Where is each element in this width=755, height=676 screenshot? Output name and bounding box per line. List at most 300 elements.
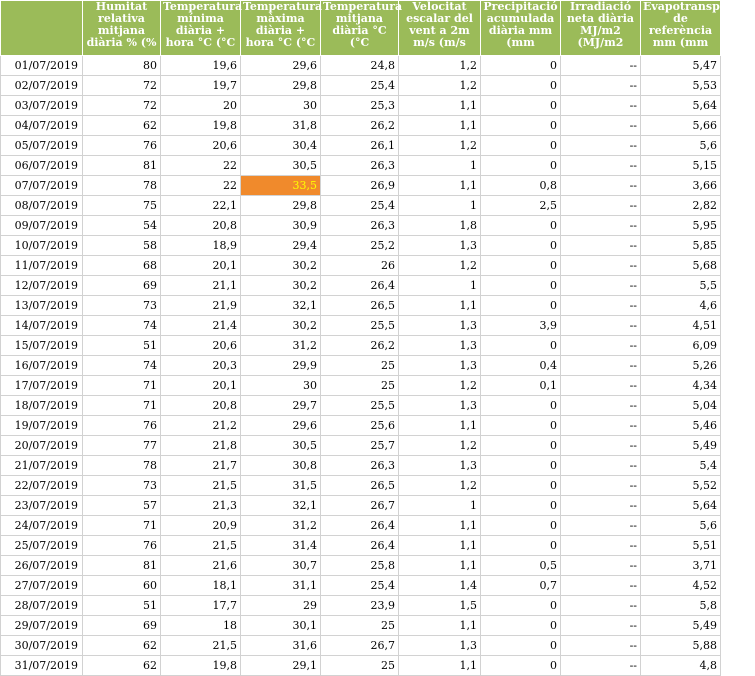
cell-evapotranspiration: 5,6: [641, 136, 721, 156]
cell-temp-max: 29,6: [241, 56, 321, 76]
cell-evapotranspiration: 5,04: [641, 396, 721, 416]
cell-irradiation: --: [561, 496, 641, 516]
cell-precipitation: 0,8: [481, 176, 561, 196]
table-row: [1, 276, 721, 296]
table-row: [1, 556, 721, 576]
header-wind-speed: Velocitat escalar del vent a 2m m/s (m/s: [399, 1, 481, 56]
cell-evapotranspiration: 4,6: [641, 296, 721, 316]
cell-date: 05/07/2019: [1, 136, 83, 156]
cell-temp-mean: 23,9: [321, 596, 399, 616]
cell-date: 12/07/2019: [1, 276, 83, 296]
cell-temp-max: 29,6: [241, 416, 321, 436]
cell-temp-min: 18: [161, 616, 241, 636]
table-row: [1, 436, 721, 456]
cell-temp-min: 22: [161, 176, 241, 196]
cell-humidity: 68: [83, 256, 161, 276]
table-row: [1, 496, 721, 516]
cell-irradiation: --: [561, 476, 641, 496]
table-row: [1, 656, 721, 676]
cell-humidity: 51: [83, 596, 161, 616]
table-row: [1, 156, 721, 176]
cell-humidity: 74: [83, 356, 161, 376]
cell-evapotranspiration: 5,5: [641, 276, 721, 296]
cell-temp-min: 20,1: [161, 376, 241, 396]
cell-temp-max: 30,7: [241, 556, 321, 576]
cell-date: 21/07/2019: [1, 456, 83, 476]
cell-temp-min: 18,9: [161, 236, 241, 256]
table-row: [1, 536, 721, 556]
cell-temp-max: 30,2: [241, 256, 321, 276]
cell-temp-max: 32,1: [241, 496, 321, 516]
cell-evapotranspiration: 3,66: [641, 176, 721, 196]
header-evapotranspiration: Evapotranspiració de referència mm (mm: [641, 1, 721, 56]
cell-temp-min: 20,8: [161, 216, 241, 236]
table-row: [1, 176, 721, 196]
cell-irradiation: --: [561, 636, 641, 656]
table-row: [1, 116, 721, 136]
cell-temp-max: 31,4: [241, 536, 321, 556]
table-row: [1, 356, 721, 376]
cell-evapotranspiration: 5,53: [641, 76, 721, 96]
cell-humidity: 78: [83, 176, 161, 196]
cell-evapotranspiration: 5,52: [641, 476, 721, 496]
cell-date: 27/07/2019: [1, 576, 83, 596]
cell-temp-mean: 25,8: [321, 556, 399, 576]
cell-date: 17/07/2019: [1, 376, 83, 396]
cell-temp-min: 21,6: [161, 556, 241, 576]
cell-temp-mean: 26,4: [321, 516, 399, 536]
cell-evapotranspiration: 5,66: [641, 116, 721, 136]
cell-irradiation: --: [561, 456, 641, 476]
cell-date: 18/07/2019: [1, 396, 83, 416]
cell-wind-speed: 1: [399, 156, 481, 176]
cell-precipitation: 0: [481, 256, 561, 276]
cell-humidity: 76: [83, 136, 161, 156]
table-row: [1, 296, 721, 316]
cell-wind-speed: 1,1: [399, 656, 481, 676]
cell-irradiation: --: [561, 516, 641, 536]
cell-evapotranspiration: 4,52: [641, 576, 721, 596]
cell-irradiation: --: [561, 176, 641, 196]
cell-humidity: 51: [83, 336, 161, 356]
cell-irradiation: --: [561, 296, 641, 316]
cell-wind-speed: 1,1: [399, 416, 481, 436]
cell-wind-speed: 1,5: [399, 596, 481, 616]
cell-temp-mean: 25,3: [321, 96, 399, 116]
cell-temp-mean: 26,4: [321, 276, 399, 296]
cell-humidity: 77: [83, 436, 161, 456]
cell-humidity: 72: [83, 96, 161, 116]
cell-date: 14/07/2019: [1, 316, 83, 336]
cell-temp-mean: 25,4: [321, 196, 399, 216]
cell-date: 24/07/2019: [1, 516, 83, 536]
cell-evapotranspiration: 5,47: [641, 56, 721, 76]
cell-wind-speed: 1,3: [399, 336, 481, 356]
cell-evapotranspiration: 4,8: [641, 656, 721, 676]
cell-irradiation: --: [561, 236, 641, 256]
cell-wind-speed: 1,3: [399, 356, 481, 376]
cell-humidity: 69: [83, 276, 161, 296]
cell-temp-min: 19,8: [161, 116, 241, 136]
cell-precipitation: 0: [481, 656, 561, 676]
cell-irradiation: --: [561, 136, 641, 156]
cell-temp-mean: 26,2: [321, 336, 399, 356]
cell-wind-speed: 1,3: [399, 456, 481, 476]
header-temp-max: Temperatura màxima diària + hora °C (°C: [241, 1, 321, 56]
cell-wind-speed: 1,2: [399, 76, 481, 96]
cell-precipitation: 0: [481, 96, 561, 116]
cell-evapotranspiration: 5,85: [641, 236, 721, 256]
cell-humidity: 78: [83, 456, 161, 476]
cell-temp-mean: 25,2: [321, 236, 399, 256]
cell-humidity: 81: [83, 556, 161, 576]
cell-precipitation: 0: [481, 536, 561, 556]
cell-date: 22/07/2019: [1, 476, 83, 496]
header-humidity: Humitat relativa mitjana diària % (%: [83, 1, 161, 56]
cell-humidity: 57: [83, 496, 161, 516]
cell-irradiation: --: [561, 616, 641, 636]
cell-temp-min: 21,9: [161, 296, 241, 316]
cell-humidity: 72: [83, 76, 161, 96]
cell-temp-max: 30,9: [241, 216, 321, 236]
cell-evapotranspiration: 5,6: [641, 516, 721, 536]
cell-evapotranspiration: 5,4: [641, 456, 721, 476]
cell-humidity: 76: [83, 416, 161, 436]
cell-wind-speed: 1,1: [399, 556, 481, 576]
cell-date: 15/07/2019: [1, 336, 83, 356]
table-row: [1, 96, 721, 116]
cell-date: 19/07/2019: [1, 416, 83, 436]
cell-date: 20/07/2019: [1, 436, 83, 456]
table-row: [1, 456, 721, 476]
cell-precipitation: 0: [481, 616, 561, 636]
cell-irradiation: --: [561, 56, 641, 76]
cell-irradiation: --: [561, 196, 641, 216]
cell-irradiation: --: [561, 76, 641, 96]
table-row: [1, 476, 721, 496]
cell-date: 31/07/2019: [1, 656, 83, 676]
cell-irradiation: --: [561, 116, 641, 136]
cell-wind-speed: 1,3: [399, 396, 481, 416]
cell-wind-speed: 1,1: [399, 176, 481, 196]
cell-wind-speed: 1,1: [399, 96, 481, 116]
cell-irradiation: --: [561, 356, 641, 376]
cell-temp-max: 31,8: [241, 116, 321, 136]
cell-temp-min: 21,5: [161, 536, 241, 556]
cell-evapotranspiration: 4,34: [641, 376, 721, 396]
cell-precipitation: 0,5: [481, 556, 561, 576]
cell-temp-max: 31,2: [241, 336, 321, 356]
cell-irradiation: --: [561, 556, 641, 576]
cell-precipitation: 0,1: [481, 376, 561, 396]
cell-humidity: 69: [83, 616, 161, 636]
table-row: [1, 56, 721, 76]
cell-date: 06/07/2019: [1, 156, 83, 176]
cell-wind-speed: 1,1: [399, 536, 481, 556]
cell-date: 11/07/2019: [1, 256, 83, 276]
cell-evapotranspiration: 5,46: [641, 416, 721, 436]
cell-irradiation: --: [561, 96, 641, 116]
cell-wind-speed: 1,8: [399, 216, 481, 236]
table-body: [1, 56, 721, 676]
cell-wind-speed: 1,1: [399, 616, 481, 636]
cell-wind-speed: 1: [399, 276, 481, 296]
cell-precipitation: 0: [481, 336, 561, 356]
cell-wind-speed: 1,1: [399, 516, 481, 536]
cell-temp-mean: 26,9: [321, 176, 399, 196]
table-row: [1, 336, 721, 356]
cell-precipitation: 0: [481, 156, 561, 176]
table-row: [1, 376, 721, 396]
cell-precipitation: 0: [481, 456, 561, 476]
cell-precipitation: 0: [481, 116, 561, 136]
header-irradiation: Irradiació neta diària MJ/m2 (MJ/m2: [561, 1, 641, 56]
cell-temp-min: 21,1: [161, 276, 241, 296]
cell-temp-mean: 26,5: [321, 296, 399, 316]
cell-date: 13/07/2019: [1, 296, 83, 316]
cell-temp-min: 20,6: [161, 136, 241, 156]
cell-wind-speed: 1: [399, 496, 481, 516]
cell-temp-mean: 25: [321, 376, 399, 396]
cell-precipitation: 0: [481, 496, 561, 516]
cell-temp-mean: 25: [321, 616, 399, 636]
cell-temp-min: 20,6: [161, 336, 241, 356]
cell-precipitation: 0: [481, 416, 561, 436]
cell-humidity: 73: [83, 476, 161, 496]
cell-irradiation: --: [561, 416, 641, 436]
cell-temp-min: 21,3: [161, 496, 241, 516]
table-row: [1, 396, 721, 416]
cell-temp-mean: 26,4: [321, 536, 399, 556]
cell-temp-min: 21,7: [161, 456, 241, 476]
cell-temp-max: 29,7: [241, 396, 321, 416]
cell-precipitation: 0: [481, 216, 561, 236]
cell-evapotranspiration: 5,68: [641, 256, 721, 276]
table-row: [1, 516, 721, 536]
cell-temp-min: 22: [161, 156, 241, 176]
cell-temp-mean: 26,3: [321, 216, 399, 236]
cell-wind-speed: 1,4: [399, 576, 481, 596]
cell-temp-min: 19,7: [161, 76, 241, 96]
cell-evapotranspiration: 5,95: [641, 216, 721, 236]
cell-temp-max: 30,2: [241, 276, 321, 296]
cell-temp-mean: 25: [321, 656, 399, 676]
cell-temp-min: 18,1: [161, 576, 241, 596]
cell-temp-mean: 25,5: [321, 396, 399, 416]
cell-precipitation: 0: [481, 596, 561, 616]
cell-temp-mean: 25,4: [321, 576, 399, 596]
cell-temp-min: 20,8: [161, 396, 241, 416]
cell-humidity: 54: [83, 216, 161, 236]
cell-temp-max: 30,4: [241, 136, 321, 156]
cell-precipitation: 0: [481, 76, 561, 96]
cell-evapotranspiration: 6,09: [641, 336, 721, 356]
cell-irradiation: --: [561, 596, 641, 616]
cell-evapotranspiration: 5,49: [641, 616, 721, 636]
header-date: [1, 1, 83, 56]
table-row: [1, 576, 721, 596]
cell-irradiation: --: [561, 436, 641, 456]
cell-humidity: 74: [83, 316, 161, 336]
cell-evapotranspiration: 5,64: [641, 96, 721, 116]
cell-temp-max: 30,8: [241, 456, 321, 476]
cell-wind-speed: 1,2: [399, 376, 481, 396]
cell-temp-max: 30: [241, 376, 321, 396]
cell-evapotranspiration: 2,82: [641, 196, 721, 216]
cell-humidity: 80: [83, 56, 161, 76]
table-row: [1, 316, 721, 336]
cell-date: 09/07/2019: [1, 216, 83, 236]
cell-temp-mean: 25,4: [321, 76, 399, 96]
cell-temp-max: 29: [241, 596, 321, 616]
cell-humidity: 62: [83, 116, 161, 136]
cell-evapotranspiration: 5,49: [641, 436, 721, 456]
cell-temp-mean: 26,2: [321, 116, 399, 136]
cell-precipitation: 0: [481, 636, 561, 656]
cell-irradiation: --: [561, 316, 641, 336]
cell-precipitation: 0: [481, 436, 561, 456]
cell-wind-speed: 1,2: [399, 256, 481, 276]
cell-temp-min: 20: [161, 96, 241, 116]
cell-wind-speed: 1,2: [399, 436, 481, 456]
cell-temp-mean: 26,5: [321, 476, 399, 496]
cell-humidity: 62: [83, 656, 161, 676]
table-row: [1, 196, 721, 216]
table-row: [1, 256, 721, 276]
cell-temp-mean: 25,7: [321, 436, 399, 456]
table-row: [1, 76, 721, 96]
cell-evapotranspiration: 4,51: [641, 316, 721, 336]
cell-precipitation: 0,4: [481, 356, 561, 376]
cell-irradiation: --: [561, 256, 641, 276]
cell-temp-max: 31,5: [241, 476, 321, 496]
cell-precipitation: 0: [481, 136, 561, 156]
cell-precipitation: 2,5: [481, 196, 561, 216]
cell-temp-max: 30,2: [241, 316, 321, 336]
cell-humidity: 81: [83, 156, 161, 176]
cell-temp-max: 33,5: [241, 176, 321, 196]
cell-temp-mean: 25,6: [321, 416, 399, 436]
cell-evapotranspiration: 5,64: [641, 496, 721, 516]
cell-humidity: 71: [83, 516, 161, 536]
cell-temp-max: 32,1: [241, 296, 321, 316]
cell-date: 03/07/2019: [1, 96, 83, 116]
table-row: [1, 596, 721, 616]
cell-temp-min: 21,5: [161, 636, 241, 656]
cell-temp-max: 29,1: [241, 656, 321, 676]
cell-wind-speed: 1,2: [399, 136, 481, 156]
cell-temp-min: 19,6: [161, 56, 241, 76]
cell-wind-speed: 1,2: [399, 476, 481, 496]
cell-wind-speed: 1,1: [399, 296, 481, 316]
cell-humidity: 60: [83, 576, 161, 596]
cell-humidity: 71: [83, 396, 161, 416]
cell-precipitation: 0: [481, 56, 561, 76]
cell-irradiation: --: [561, 656, 641, 676]
table-row: [1, 236, 721, 256]
cell-date: 30/07/2019: [1, 636, 83, 656]
cell-temp-min: 21,2: [161, 416, 241, 436]
cell-temp-max: 31,2: [241, 516, 321, 536]
cell-humidity: 76: [83, 536, 161, 556]
cell-temp-max: 30,5: [241, 436, 321, 456]
cell-date: 10/07/2019: [1, 236, 83, 256]
cell-temp-max: 31,6: [241, 636, 321, 656]
table-row: [1, 216, 721, 236]
cell-wind-speed: 1,3: [399, 236, 481, 256]
cell-wind-speed: 1,2: [399, 56, 481, 76]
table-row: [1, 616, 721, 636]
cell-irradiation: --: [561, 576, 641, 596]
cell-date: 25/07/2019: [1, 536, 83, 556]
cell-precipitation: 0: [481, 476, 561, 496]
cell-humidity: 75: [83, 196, 161, 216]
cell-precipitation: 0: [481, 236, 561, 256]
cell-evapotranspiration: 5,51: [641, 536, 721, 556]
cell-date: 29/07/2019: [1, 616, 83, 636]
cell-temp-max: 29,8: [241, 76, 321, 96]
table-row: [1, 136, 721, 156]
cell-evapotranspiration: 5,88: [641, 636, 721, 656]
cell-temp-max: 30,5: [241, 156, 321, 176]
cell-irradiation: --: [561, 396, 641, 416]
cell-precipitation: 0,7: [481, 576, 561, 596]
cell-humidity: 62: [83, 636, 161, 656]
cell-wind-speed: 1,3: [399, 636, 481, 656]
cell-temp-min: 21,4: [161, 316, 241, 336]
cell-wind-speed: 1,1: [399, 116, 481, 136]
cell-evapotranspiration: 5,15: [641, 156, 721, 176]
cell-date: 08/07/2019: [1, 196, 83, 216]
cell-date: 26/07/2019: [1, 556, 83, 576]
cell-humidity: 71: [83, 376, 161, 396]
cell-temp-min: 22,1: [161, 196, 241, 216]
table-row: [1, 636, 721, 656]
cell-wind-speed: 1: [399, 196, 481, 216]
cell-irradiation: --: [561, 336, 641, 356]
cell-temp-max: 30,1: [241, 616, 321, 636]
cell-date: 02/07/2019: [1, 76, 83, 96]
cell-temp-mean: 25,5: [321, 316, 399, 336]
cell-date: 28/07/2019: [1, 596, 83, 616]
cell-evapotranspiration: 5,8: [641, 596, 721, 616]
header-row: [1, 1, 721, 56]
cell-precipitation: 0: [481, 396, 561, 416]
cell-temp-mean: 26,7: [321, 496, 399, 516]
cell-irradiation: --: [561, 376, 641, 396]
cell-temp-min: 21,5: [161, 476, 241, 496]
cell-temp-min: 20,1: [161, 256, 241, 276]
cell-temp-min: 20,3: [161, 356, 241, 376]
cell-date: 16/07/2019: [1, 356, 83, 376]
cell-temp-min: 21,8: [161, 436, 241, 456]
cell-temp-max: 30: [241, 96, 321, 116]
cell-temp-mean: 26,3: [321, 456, 399, 476]
cell-precipitation: 0: [481, 296, 561, 316]
cell-evapotranspiration: 3,71: [641, 556, 721, 576]
cell-irradiation: --: [561, 276, 641, 296]
cell-temp-mean: 25: [321, 356, 399, 376]
cell-temp-mean: 26: [321, 256, 399, 276]
header-temp-min: Temperatura mínima diària + hora °C (°C: [161, 1, 241, 56]
cell-temp-mean: 24,8: [321, 56, 399, 76]
cell-precipitation: 0: [481, 516, 561, 536]
cell-temp-mean: 26,1: [321, 136, 399, 156]
cell-precipitation: 0: [481, 276, 561, 296]
cell-temp-max: 29,9: [241, 356, 321, 376]
cell-humidity: 73: [83, 296, 161, 316]
cell-irradiation: --: [561, 156, 641, 176]
